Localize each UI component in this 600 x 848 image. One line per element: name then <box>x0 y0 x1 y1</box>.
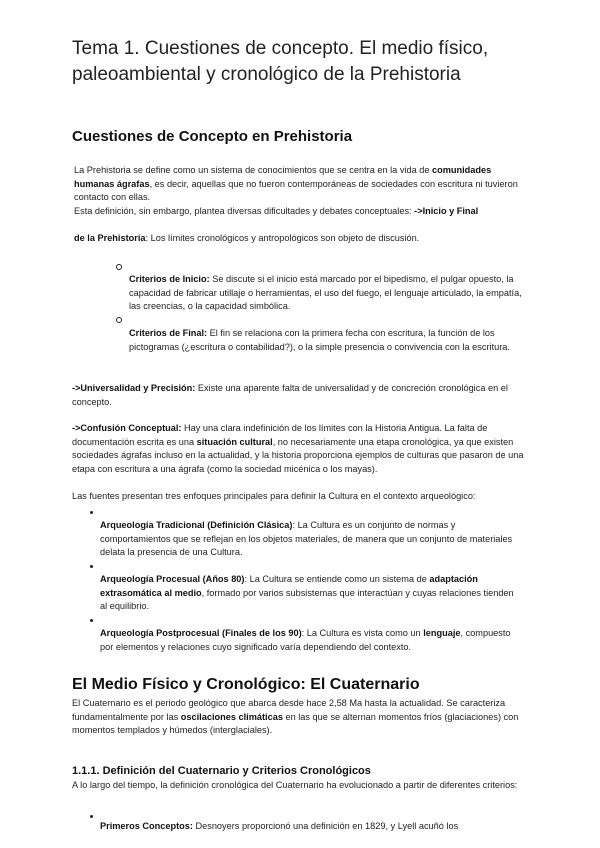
bullet-first-concepts <box>100 820 530 834</box>
bullet-postprocessual <box>100 627 520 654</box>
paragraph-difficulties <box>74 205 534 219</box>
bold-text: de la Prehistoria <box>74 233 146 243</box>
bullet-icon <box>90 619 93 622</box>
text: en las que se alternan momentos fríos (glaciaciones) con momentos templados y húmedos (interglaciales). <box>72 711 519 736</box>
text: : Los límites cronológicos y antropológicos son objeto de discusión. <box>145 233 420 243</box>
bold-text: Primeros Conceptos: <box>100 821 193 831</box>
text: El fin se relaciona con la primera fecha con escritura, la función de los pictogramas (¿escritura o contabilidad?), o la simple presencia o convivencia con la escritura. <box>129 328 510 352</box>
paragraph-quaternary <box>72 697 534 738</box>
sub-item-end-criteria <box>129 327 525 354</box>
text: : La Cultura se entiende como un sistema de <box>244 574 430 584</box>
bullet-icon <box>90 511 93 514</box>
bullet-icon <box>90 815 93 818</box>
text: Esta definición, sin embargo, plantea diversas dificultades y debates conceptuales: <box>74 206 415 216</box>
text: Las fuentes presentan tres enfoques principales para definir la Cultura en el contexto arqueológico: <box>72 491 476 501</box>
bold-text: oscilaciones climáticas <box>180 711 283 722</box>
subsection-heading: 1.1.1. Definición del Cuaternario y Criterios Cronológicos <box>72 765 371 777</box>
bullet-processual <box>100 573 520 614</box>
text: A lo largo del tiempo, la definición cronológica del Cuaternario ha evolucionado a partir de diferentes criterios: <box>72 780 518 790</box>
paragraph-universality <box>72 382 532 409</box>
circle-bullet-icon <box>116 264 122 270</box>
text: Hay una clara indefinición de los límites con la Historia Antigua. La falta de documentación escrita es una <box>72 423 488 447</box>
section-heading-concept: Cuestiones de Concepto en Prehistoria <box>72 128 353 145</box>
text: Existe una aparente falta de universalidad y de concreción cronológica en el concepto. <box>72 383 508 407</box>
paragraph-approaches <box>72 490 542 504</box>
text: , formado por varios subsistemas que interactúan y cuyas relaciones tienden al equilibrio. <box>100 587 514 612</box>
paragraph-evolution <box>72 779 534 793</box>
document-title: Tema 1. Cuestiones de concepto. El medio físico, paleoambiental y cronológico de la Prehistoria <box>72 38 489 85</box>
text: : La Cultura es vista como un <box>301 628 424 638</box>
bold-text: lenguaje <box>423 628 461 638</box>
paragraph-definition <box>74 164 534 205</box>
bullet-icon <box>90 565 93 568</box>
bold-text: Arqueología Procesual (Años 80) <box>100 574 245 584</box>
text: , no necesariamente una etapa cronológica, ya que existen sociedades ágrafas incluso en la actualidad, y la historia proporciona ejemplos de culturas que pasaron de una etapa con escritura a una ágrafa (como la sociedad micénica o los mayas). <box>72 436 524 474</box>
bold-text: Criterios de Inicio: <box>129 274 210 284</box>
bold-text: Arqueología Postprocesual (Finales de los 90) <box>100 628 302 638</box>
text: La Prehistoria se define como un sistema de conocimientos que se centra en la vida de <box>74 165 433 175</box>
bullet-traditional <box>100 519 520 560</box>
paragraph-confusion <box>72 422 532 476</box>
bold-text: Criterios de Final: <box>129 328 208 338</box>
sub-item-start-criteria <box>129 273 525 314</box>
bold-text: situación cultural <box>196 436 273 447</box>
text: , es decir, aquellas que no fueron contemporáneas de sociedades con escritura ni tuvieron contacto con ellas. <box>74 178 518 203</box>
bold-text: comunidades humanas ágrafas <box>74 165 492 189</box>
bold-text: ->Confusión Conceptual: <box>72 423 182 433</box>
bold-text: ->Universalidad y Precisión: <box>72 383 196 393</box>
text: Se discute si el inicio está marcado por el bipedismo, el pulgar opuesto, la capacidad de fabricar utillaje o herramientas, el uso del fuego, el lenguaje articulado, la empatía, las creencias, o la capacidad simbólica. <box>129 274 522 312</box>
text: : La Cultura es un conjunto de normas y comportamientos que se reflejan en los objetos materiales, de manera que un conjunto de materiales delata la presencia de una Cultura. <box>100 520 513 558</box>
bold-text: adaptación extrasomática al medio <box>100 574 478 598</box>
paragraph-limits <box>74 232 534 246</box>
text: El Cuaternario es el periodo geológico que abarca desde hace 2,58 Ma hasta la actualidad. Se caracteriza fundamentalmente por las <box>72 698 506 722</box>
section-heading-quaternary: El Medio Físico y Cronológico: El Cuaternario <box>72 676 420 693</box>
text: Desnoyers proporcionó una definición en 1829, y Lyell acuñó los <box>192 821 459 831</box>
circle-bullet-icon <box>116 317 122 323</box>
bold-text: ->Inicio y Final <box>414 206 479 216</box>
bold-text: Arqueología Tradicional (Definición Clásica) <box>100 520 293 530</box>
text: , compuesto por elementos y relaciones cuyo significado varía dependiendo del contexto. <box>100 628 511 652</box>
